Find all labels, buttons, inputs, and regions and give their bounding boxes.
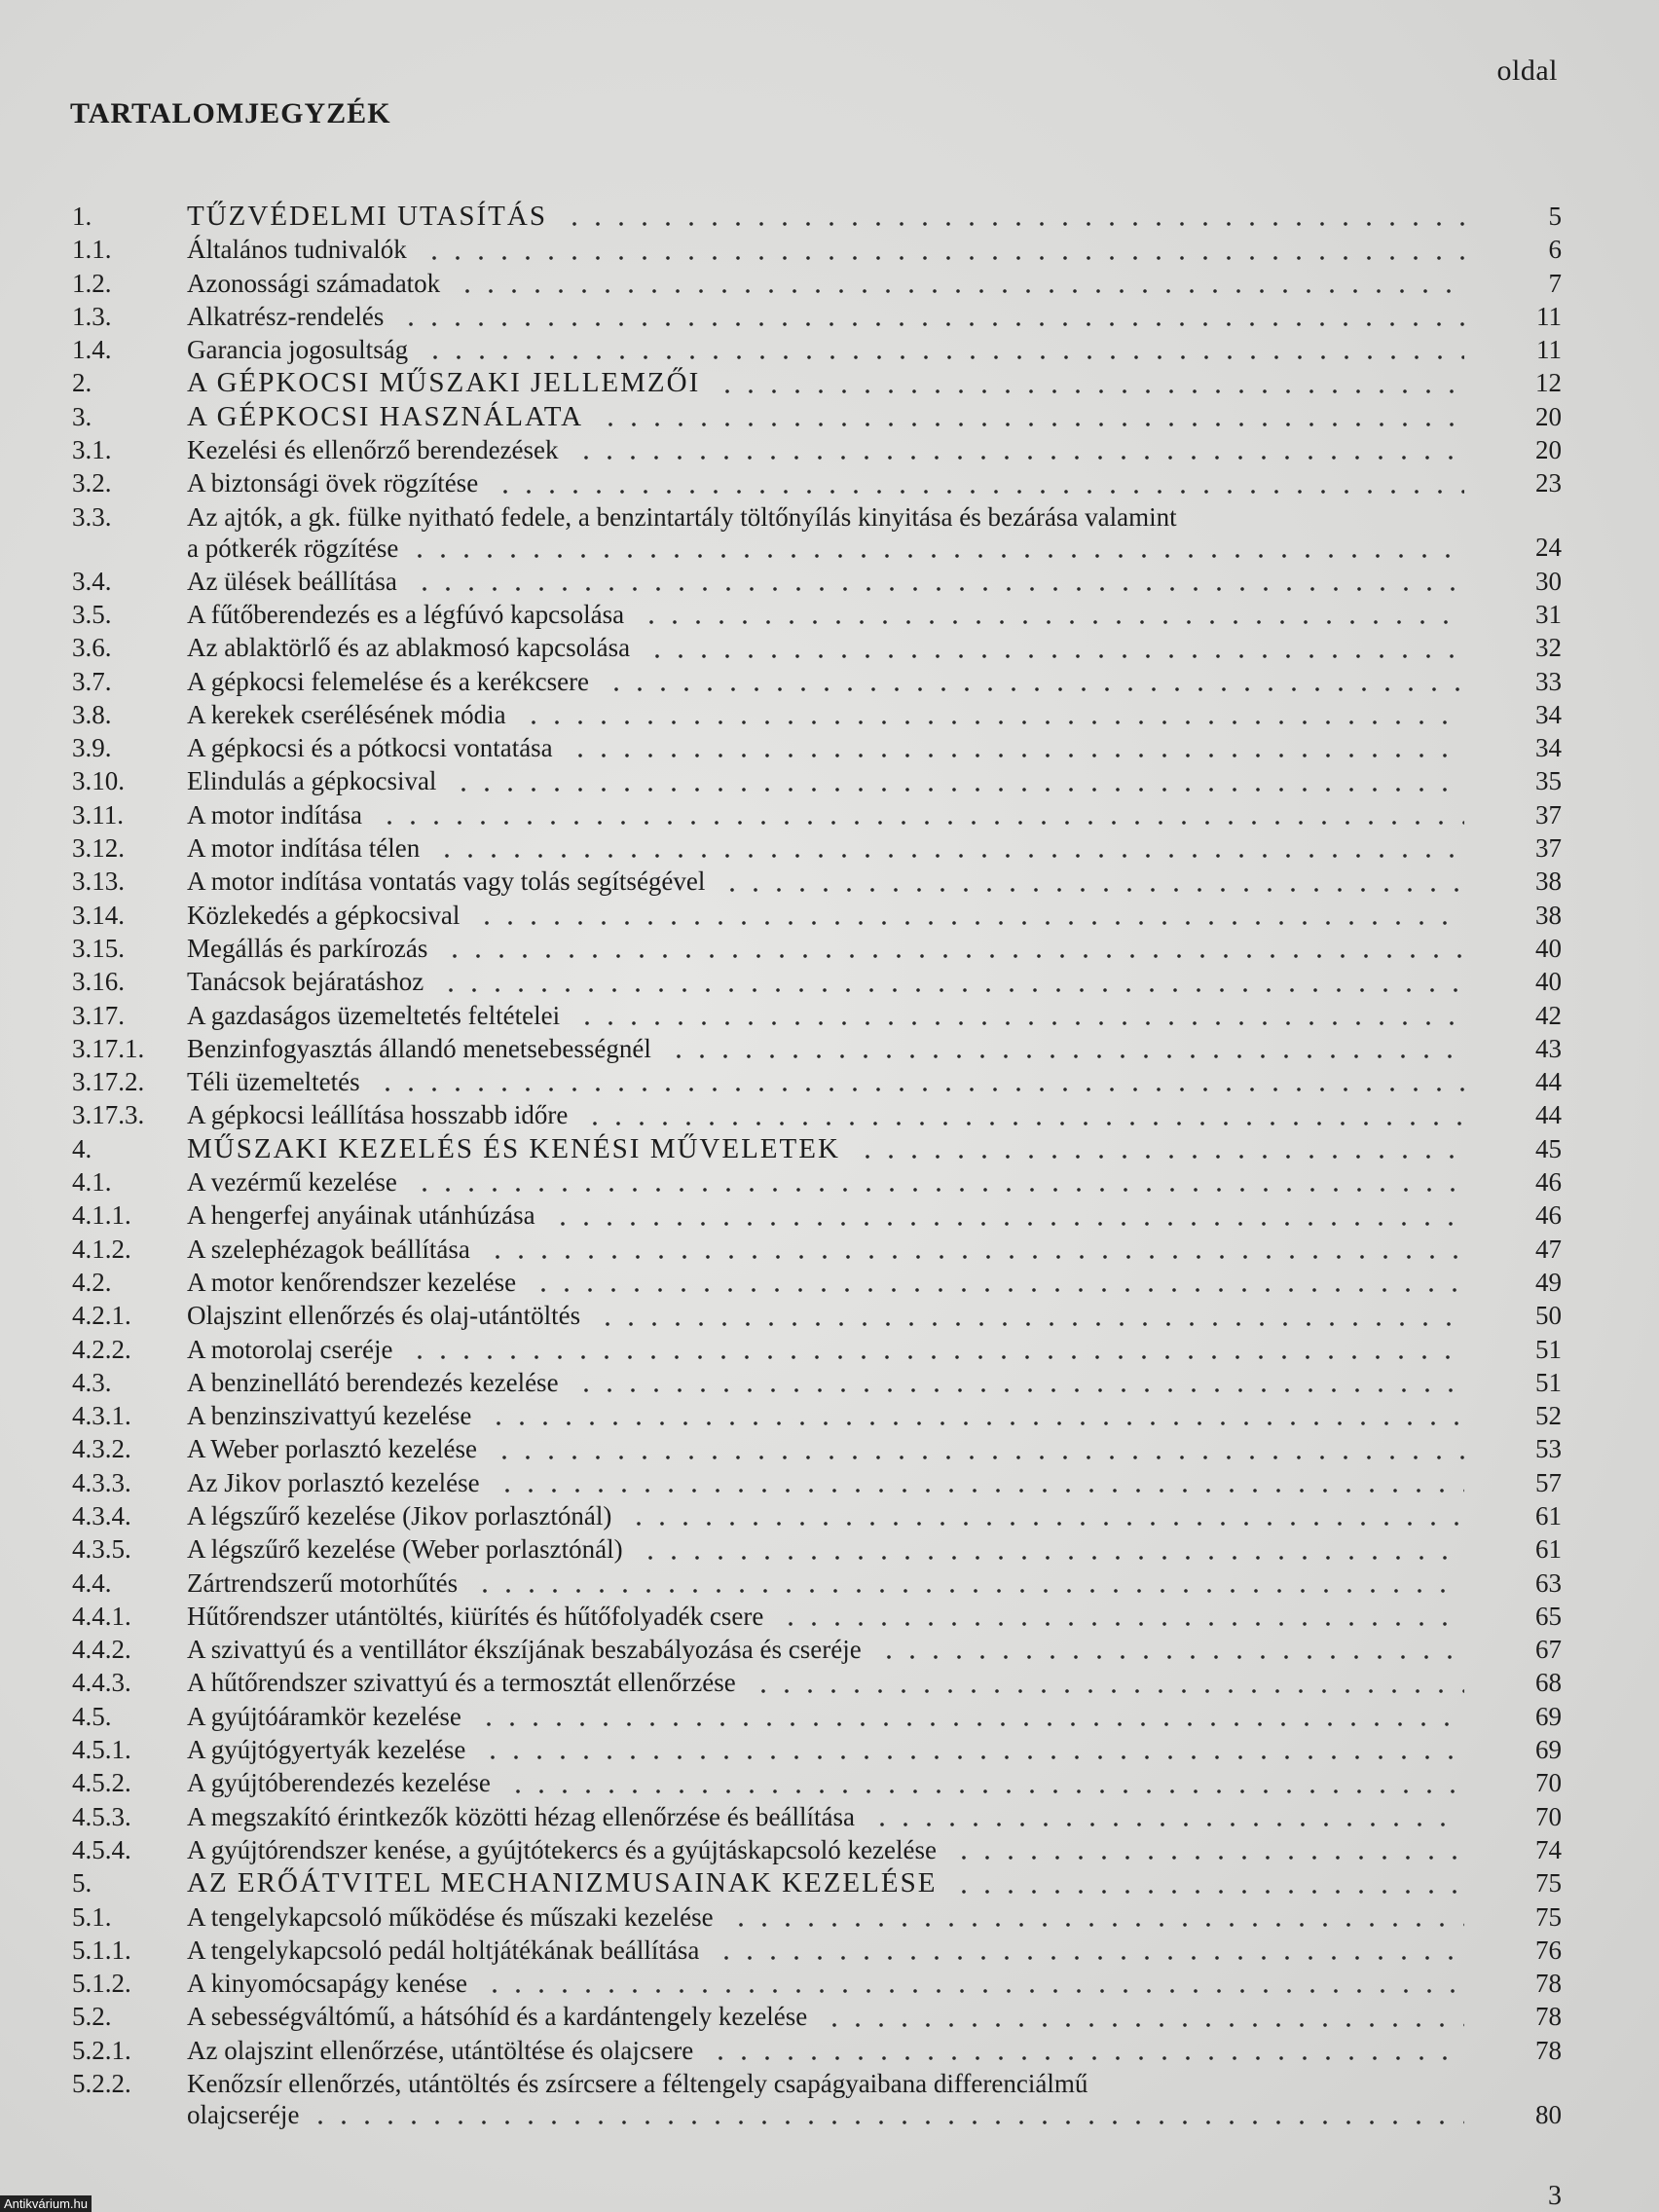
toc-entry-page: 24	[1535, 533, 1562, 563]
toc-entry-title: AZ ERŐÁTVITEL MECHANIZMUSAINAK KEZELÉSE	[187, 1867, 938, 1899]
toc-entry	[72, 1900, 1562, 1934]
toc-entry-title-wrap	[187, 1432, 1562, 1465]
toc-entry	[72, 2067, 1562, 2131]
toc-entry-number: 1.4.	[72, 335, 112, 365]
toc-entry-title-wrap	[187, 1700, 1562, 1733]
toc-entry-title-wrap	[187, 1866, 1562, 1899]
toc-entry-number: 4.4.	[72, 1567, 112, 1598]
toc-entry-page: 80	[1535, 2099, 1562, 2129]
toc-entry-title-wrap	[187, 500, 1562, 534]
toc-entry-title: A gépkocsi felemelése és a kerékcsere	[187, 666, 590, 696]
toc-entry	[72, 433, 1562, 466]
toc-entry	[72, 2000, 1562, 2033]
toc-entry-title-wrap	[187, 1934, 1562, 1967]
toc-entry-title: A GÉPKOCSI HASZNÁLATA	[187, 400, 584, 432]
toc-entry-title-wrap	[187, 1766, 1562, 1799]
toc-entry-page: 46	[1535, 1200, 1562, 1231]
toc-entry	[72, 1165, 1562, 1198]
toc-entry-number: 3.17.	[72, 1000, 125, 1030]
toc-entry-number: 5.2.	[72, 2002, 112, 2032]
toc-entry-title-wrap	[187, 1132, 1562, 1165]
toc-entry	[72, 200, 1562, 233]
toc-entry-title-wrap	[187, 665, 1562, 698]
toc-entry-page: 75	[1535, 1901, 1562, 1932]
toc-entry-title: A tengelykapcsoló működése és műszaki kezelése	[187, 1901, 714, 1932]
toc-entry-page: 53	[1535, 1434, 1562, 1464]
toc-entry-title-wrap	[187, 200, 1562, 233]
page-column-label: oldal	[1496, 55, 1558, 87]
toc-entry-page: 52	[1535, 1401, 1562, 1431]
toc-entry-title: A szelephézagok beállítása	[187, 1234, 470, 1264]
toc-entry-number: 5.1.2.	[72, 1969, 131, 1999]
toc-entry	[72, 1499, 1562, 1532]
toc-entry-page: 63	[1535, 1567, 1562, 1598]
toc-entry	[72, 1666, 1562, 1699]
toc-entry-number: 5.1.1.	[72, 1935, 131, 1965]
toc-entry	[72, 1600, 1562, 1633]
toc-entry	[72, 1833, 1562, 1866]
toc-entry	[72, 1233, 1562, 1266]
toc-entry-title-wrap	[187, 965, 1562, 998]
toc-entry-title-wrap	[187, 300, 1562, 333]
toc-entry-title-wrap	[187, 1800, 1562, 1833]
toc-entry-title-wrap	[187, 400, 1562, 433]
toc-entry-page: 45	[1535, 1133, 1562, 1163]
toc-entry-title: Alkatrész-rendelés	[187, 301, 385, 331]
toc-entry-title: Hűtőrendszer utántöltés, kiürítés és hűtőfolyadék csere	[187, 1601, 764, 1631]
toc-entry-title-wrap	[187, 899, 1562, 932]
toc-entry-number: 4.	[72, 1133, 92, 1163]
toc-entry-title: A motor indítása télen	[187, 833, 421, 864]
toc-entry	[72, 565, 1562, 598]
toc-entry	[72, 798, 1562, 831]
toc-entry-page: 47	[1535, 1234, 1562, 1264]
toc-entry-title: A kerekek cserélésének módia	[187, 699, 506, 729]
toc-entry-title-wrap	[187, 1165, 1562, 1198]
toc-entry-page: 68	[1535, 1668, 1562, 1698]
toc-entry-number: 3.15.	[72, 933, 125, 963]
toc-entry-number: 3.3.	[72, 501, 112, 532]
toc-entry-title: A szivattyú és a ventillátor ékszíjának beszabályozása és cseréje	[187, 1635, 862, 1665]
toc-entry-page: 5	[1548, 202, 1562, 231]
dot-leader	[309, 2120, 1464, 2124]
toc-entry	[72, 631, 1562, 664]
dot-leader	[408, 554, 1464, 558]
toc-entry-title-wrap	[187, 466, 1562, 499]
toc-entry-title: Garancia jogosultság	[187, 335, 409, 365]
toc-entry-number: 3.2.	[72, 468, 112, 498]
toc-entry-number: 3.14.	[72, 900, 125, 930]
toc-entry-title-wrap	[187, 764, 1562, 797]
toc-entry-title: A motor kenőrendszer kezelése	[187, 1267, 517, 1297]
toc-entry-title-wrap	[187, 1333, 1562, 1366]
toc-entry-number: 3.4.	[72, 566, 112, 596]
toc-entry	[72, 500, 1562, 565]
toc-entry-title-wrap	[187, 1065, 1562, 1098]
toc-entry-page: 20	[1535, 435, 1562, 465]
toc-entry	[72, 831, 1562, 865]
toc-entry-page: 23	[1535, 468, 1562, 498]
toc-entry	[72, 333, 1562, 366]
toc-entry	[72, 598, 1562, 631]
toc-entry-title: A megszakító érintkezők közötti hézag ellenőrzése és beállítása	[187, 1801, 855, 1831]
toc-entry-title: A GÉPKOCSI MŰSZAKI JELLEMZŐI	[187, 367, 701, 399]
toc-entry-number: 3.10.	[72, 766, 125, 796]
toc-entry-page: 7	[1548, 268, 1562, 298]
toc-entry-title: A gazdaságos üzemeltetés feltételei	[187, 1000, 561, 1030]
toc-entry	[72, 1800, 1562, 1833]
toc-entry-title: A gépkocsi leállítása hosszabb időre	[187, 1100, 569, 1130]
toc-entry-title: A biztonsági övek rögzítése	[187, 468, 479, 498]
toc-entry-title: Az Jikov porlasztó kezelése	[187, 1467, 480, 1497]
toc-entry-number: 4.1.1.	[72, 1200, 131, 1231]
toc-entry-page: 51	[1535, 1367, 1562, 1397]
toc-entry-title-wrap	[187, 2067, 1562, 2100]
toc-entry-title-wrap	[187, 366, 1562, 399]
toc-entry-page: 61	[1535, 1534, 1562, 1565]
toc-entry-number: 4.3.5.	[72, 1534, 131, 1565]
toc-entry-page: 31	[1535, 599, 1562, 629]
toc-entry-number: 1.2.	[72, 268, 112, 298]
toc-entry	[72, 1032, 1562, 1065]
toc-entry	[72, 731, 1562, 764]
toc-entry-page: 67	[1535, 1635, 1562, 1665]
toc-entry-title: Benzinfogyasztás állandó menetsebességnél	[187, 1033, 651, 1063]
toc-entry-title: A hűtőrendszer szivattyú és a termosztát ellenőrzése	[187, 1668, 736, 1698]
toc-entry-number: 4.5.1.	[72, 1735, 131, 1765]
toc-entry	[72, 466, 1562, 499]
toc-entry-title-wrap	[187, 831, 1562, 865]
toc-entry-title-wrap	[187, 631, 1562, 664]
toc-entry-title-wrap	[187, 1900, 1562, 1934]
toc-entry	[72, 1432, 1562, 1465]
toc-entry	[72, 1399, 1562, 1432]
toc-entry-title: A benzinellátó berendezés kezelése	[187, 1367, 559, 1397]
toc-entry-title: A sebességváltómű, a hátsóhíd és a kardántengely kezelése	[187, 2002, 808, 2032]
toc-entry-number: 4.1.2.	[72, 1234, 131, 1264]
toc-entry	[72, 665, 1562, 698]
toc-entry-title: Kezelési és ellenőrző berendezések	[187, 435, 559, 465]
toc-entry-number: 3.12.	[72, 833, 125, 864]
table-of-contents	[72, 200, 1562, 2131]
toc-entry	[72, 1700, 1562, 1733]
toc-entry-title-wrap	[187, 1466, 1562, 1499]
toc-entry-title-wrap	[187, 1266, 1562, 1299]
toc-entry-title: A gyújtóberendezés kezelése	[187, 1768, 491, 1798]
toc-entry	[72, 1466, 1562, 1499]
toc-entry-number: 4.4.2.	[72, 1635, 131, 1665]
watermark: Antikvárium.hu	[0, 2195, 92, 2212]
toc-entry-title-wrap	[187, 999, 1562, 1032]
toc-entry-page: 57	[1535, 1467, 1562, 1497]
toc-entry-number: 4.1.	[72, 1167, 112, 1198]
toc-entry-title-wrap	[187, 798, 1562, 831]
toc-entry-number: 4.5.	[72, 1701, 112, 1731]
toc-entry-title: A hengerfej anyáinak utánhúzása	[187, 1200, 535, 1231]
toc-entry-title-wrap	[187, 1098, 1562, 1131]
toc-entry-title: A kinyomócsapágy kenése	[187, 1969, 467, 1999]
toc-entry-number: 3.8.	[72, 699, 112, 729]
toc-entry-number: 5.2.1.	[72, 2035, 131, 2065]
toc-entry	[72, 1967, 1562, 2000]
toc-entry-number: 1.	[72, 202, 92, 231]
toc-entry-page: 35	[1535, 766, 1562, 796]
toc-entry	[72, 1934, 1562, 1967]
toc-entry-title: Kenőzsír ellenőrzés, utántöltés és zsírcsere a féltengely csapágyaibana differenciálmű	[187, 2069, 1088, 2099]
toc-entry-number: 3.11.	[72, 799, 124, 830]
toc-entry-page: 78	[1535, 2002, 1562, 2032]
toc-entry-page: 61	[1535, 1500, 1562, 1530]
toc-entry-number: 2.	[72, 368, 92, 398]
toc-entry	[72, 999, 1562, 1032]
toc-entry-page: 75	[1535, 1868, 1562, 1899]
toc-entry-title-wrap	[187, 932, 1562, 965]
toc-entry-page: 40	[1535, 967, 1562, 997]
toc-entry-title: Zártrendszerű motorhűtés	[187, 1567, 459, 1598]
toc-entry-title-continued: olajcseréje	[187, 2100, 300, 2130]
page-number: 3	[1548, 2181, 1562, 2211]
toc-entry-title-wrap	[187, 598, 1562, 631]
toc-entry-page: 70	[1535, 1801, 1562, 1831]
toc-entry-title-wrap	[187, 1499, 1562, 1532]
toc-entry	[72, 1766, 1562, 1799]
toc-entry-number: 3.16.	[72, 967, 125, 997]
toc-entry-title-wrap	[187, 698, 1562, 731]
toc-entry-title: A gyújtórendszer kenése, a gyújtótekercs és a gyújtáskapcsoló kezelése	[187, 1834, 937, 1864]
toc-entry-title-wrap	[187, 433, 1562, 466]
toc-entry-page: 37	[1535, 833, 1562, 864]
page-title: TARTALOMJEGYZÉK	[70, 97, 391, 129]
toc-entry-number: 4.5.2.	[72, 1768, 131, 1798]
toc-entry-title-wrap	[187, 1366, 1562, 1399]
toc-entry-title: Olajszint ellenőrzés és olaj-utántöltés	[187, 1301, 581, 1331]
toc-entry	[72, 1366, 1562, 1399]
toc-entry-title: A gépkocsi és a pótkocsi vontatása	[187, 733, 553, 763]
toc-entry-title: Az ajtók, a gk. fülke nyitható fedele, a benzintartály töltőnyílás kinyitása és bezárása valamint	[187, 501, 1177, 532]
toc-entry	[72, 1266, 1562, 1299]
toc-entry-page: 43	[1535, 1033, 1562, 1063]
toc-entry-title-wrap	[187, 2034, 1562, 2067]
toc-entry	[72, 1132, 1562, 1165]
toc-entry-number: 4.3.1.	[72, 1401, 131, 1431]
toc-entry-page: 6	[1548, 235, 1562, 265]
toc-entry-page: 11	[1536, 335, 1562, 365]
toc-entry-title: Az olajszint ellenőrzése, utántöltése és olajcsere	[187, 2035, 694, 2065]
toc-entry	[72, 865, 1562, 898]
toc-entry-number: 3.17.1.	[72, 1033, 145, 1063]
toc-entry-page: 49	[1535, 1267, 1562, 1297]
toc-entry	[72, 366, 1562, 399]
toc-entry-page: 37	[1535, 799, 1562, 830]
toc-entry-page: 78	[1535, 2035, 1562, 2065]
toc-entry-title: A benzinszivattyú kezelése	[187, 1401, 472, 1431]
toc-entry-number: 3.17.3.	[72, 1100, 145, 1130]
toc-entry-page: 38	[1535, 900, 1562, 930]
toc-entry-number: 3.7.	[72, 666, 112, 696]
toc-entry	[72, 965, 1562, 998]
toc-entry-title-wrap	[187, 1299, 1562, 1332]
toc-entry-number: 4.3.	[72, 1367, 112, 1397]
toc-entry-page: 74	[1535, 1834, 1562, 1864]
toc-entry-number: 3.17.2.	[72, 1067, 145, 1097]
toc-entry-title: Általános tudnivalók	[187, 235, 407, 265]
toc-entry-page: 44	[1535, 1100, 1562, 1130]
toc-entry-title-wrap	[187, 1967, 1562, 2000]
toc-entry-page: 65	[1535, 1601, 1562, 1631]
toc-entry-title: A motor indítása vontatás vagy tolás segítségével	[187, 866, 706, 897]
toc-entry-page: 42	[1535, 1000, 1562, 1030]
toc-entry-page: 12	[1535, 368, 1562, 398]
toc-entry-title-wrap	[187, 1198, 1562, 1232]
toc-entry-number: 5.	[72, 1868, 92, 1899]
toc-entry	[72, 233, 1562, 266]
toc-entry-title: MŰSZAKI KEZELÉS ÉS KENÉSI MŰVELETEK	[187, 1132, 840, 1164]
toc-entry-title-wrap	[187, 2000, 1562, 2033]
toc-entry-page: 11	[1536, 301, 1562, 331]
toc-entry-title: Azonossági számadatok	[187, 268, 441, 298]
toc-entry	[72, 1198, 1562, 1232]
toc-entry-title-wrap	[187, 1633, 1562, 1666]
toc-entry-title: A gyújtógyertyák kezelése	[187, 1735, 466, 1765]
toc-entry-page: 40	[1535, 933, 1562, 963]
toc-entry-page: 78	[1535, 1969, 1562, 1999]
toc-entry-title-wrap	[187, 1567, 1562, 1600]
toc-entry	[72, 1866, 1562, 1899]
toc-entry	[72, 1532, 1562, 1566]
toc-entry-number: 1.3.	[72, 301, 112, 331]
toc-entry-title: A tengelykapcsoló pedál holtjátékának beállítása	[187, 1935, 700, 1965]
toc-entry-page: 51	[1535, 1334, 1562, 1364]
toc-entry-title-wrap	[187, 1032, 1562, 1065]
toc-entry-title: A Weber porlasztó kezelése	[187, 1434, 477, 1464]
toc-entry-number: 4.3.4.	[72, 1500, 131, 1530]
toc-entry-title: Megállás és parkírozás	[187, 933, 428, 963]
toc-entry-title-wrap	[187, 731, 1562, 764]
toc-entry-number: 5.1.	[72, 1901, 112, 1932]
toc-entry	[72, 1567, 1562, 1600]
toc-entry-title-wrap	[187, 1666, 1562, 1699]
toc-entry-title-wrap	[187, 1532, 1562, 1566]
toc-entry-number: 1.1.	[72, 235, 112, 265]
toc-entry	[72, 1333, 1562, 1366]
toc-entry-number: 4.5.3.	[72, 1801, 131, 1831]
toc-entry-number: 4.4.1.	[72, 1601, 131, 1631]
toc-entry-page: 33	[1535, 666, 1562, 696]
toc-entry-title: Elindulás a gépkocsival	[187, 766, 437, 796]
toc-entry	[72, 1098, 1562, 1131]
toc-entry-number: 4.4.3.	[72, 1668, 131, 1698]
toc-entry-number: 4.5.4.	[72, 1834, 131, 1864]
toc-entry-title: Közlekedés a gépkocsival	[187, 900, 461, 930]
toc-entry-title-wrap	[187, 333, 1562, 366]
toc-entry-title-wrap	[187, 233, 1562, 266]
toc-entry-number: 3.	[72, 401, 92, 431]
toc-entry-title: TŰZVÉDELMI UTASÍTÁS	[187, 201, 547, 232]
toc-entry	[72, 2034, 1562, 2067]
toc-entry-title: Az ablaktörlő és az ablakmosó kapcsolása	[187, 633, 631, 663]
toc-entry-number: 4.2.2.	[72, 1334, 131, 1364]
toc-entry-title-wrap	[187, 865, 1562, 898]
toc-entry-title-wrap	[187, 1399, 1562, 1432]
toc-entry-page: 38	[1535, 866, 1562, 897]
toc-entry-title-wrap	[187, 1233, 1562, 1266]
toc-entry-page: 69	[1535, 1701, 1562, 1731]
toc-entry-title-wrap	[187, 1833, 1562, 1866]
toc-entry-number: 3.9.	[72, 733, 112, 763]
toc-entry-title-wrap	[187, 267, 1562, 300]
toc-entry-number: 4.3.2.	[72, 1434, 131, 1464]
toc-entry-page: 46	[1535, 1167, 1562, 1198]
toc-entry-title: Téli üzemeltetés	[187, 1067, 360, 1097]
toc-entry-page: 20	[1535, 401, 1562, 431]
toc-entry	[72, 267, 1562, 300]
toc-entry	[72, 1633, 1562, 1666]
toc-entry-title: A gyújtóáramkör kezelése	[187, 1701, 461, 1731]
toc-entry-page: 50	[1535, 1301, 1562, 1331]
toc-entry	[72, 899, 1562, 932]
toc-entry-title: A légszűrő kezelése (Weber porlasztónál)	[187, 1534, 623, 1565]
toc-entry-number: 4.3.3.	[72, 1467, 131, 1497]
toc-entry-title-continued: a pótkerék rögzítése	[187, 533, 399, 563]
toc-entry-title: Tanácsok bejáratáshoz	[187, 967, 424, 997]
toc-entry	[72, 400, 1562, 433]
toc-entry-title: A motor indítása	[187, 799, 362, 830]
toc-entry-number: 3.6.	[72, 633, 112, 663]
toc-entry	[72, 1299, 1562, 1332]
toc-entry	[72, 764, 1562, 797]
toc-entry-title: A fűtőberendezés es a légfúvó kapcsolása	[187, 599, 625, 629]
toc-entry-page: 44	[1535, 1067, 1562, 1097]
toc-entry-number: 3.5.	[72, 599, 112, 629]
toc-entry-page: 32	[1535, 633, 1562, 663]
toc-entry	[72, 698, 1562, 731]
toc-entry	[72, 1065, 1562, 1098]
toc-entry-number: 4.2.1.	[72, 1301, 131, 1331]
toc-entry-page: 30	[1535, 566, 1562, 596]
toc-entry-page: 70	[1535, 1768, 1562, 1798]
toc-entry-title: A vezérmű kezelése	[187, 1167, 397, 1198]
toc-entry-title-wrap	[187, 1600, 1562, 1633]
toc-entry-title-wrap	[187, 1733, 1562, 1766]
toc-entry-title: A motorolaj cseréje	[187, 1334, 393, 1364]
toc-entry-number: 3.13.	[72, 866, 125, 897]
toc-entry-number: 4.2.	[72, 1267, 112, 1297]
toc-entry-number: 5.2.2.	[72, 2069, 131, 2099]
toc-entry	[72, 1733, 1562, 1766]
toc-entry-title-wrap	[187, 565, 1562, 598]
toc-entry-title: Az ülések beállítása	[187, 566, 397, 596]
toc-entry-page: 34	[1535, 733, 1562, 763]
toc-entry-page: 76	[1535, 1935, 1562, 1965]
toc-entry-page: 34	[1535, 699, 1562, 729]
toc-entry-title: A légszűrő kezelése (Jikov porlasztónál)	[187, 1500, 612, 1530]
toc-entry-page: 69	[1535, 1735, 1562, 1765]
toc-entry	[72, 300, 1562, 333]
toc-entry-number: 3.1.	[72, 435, 112, 465]
toc-entry	[72, 932, 1562, 965]
